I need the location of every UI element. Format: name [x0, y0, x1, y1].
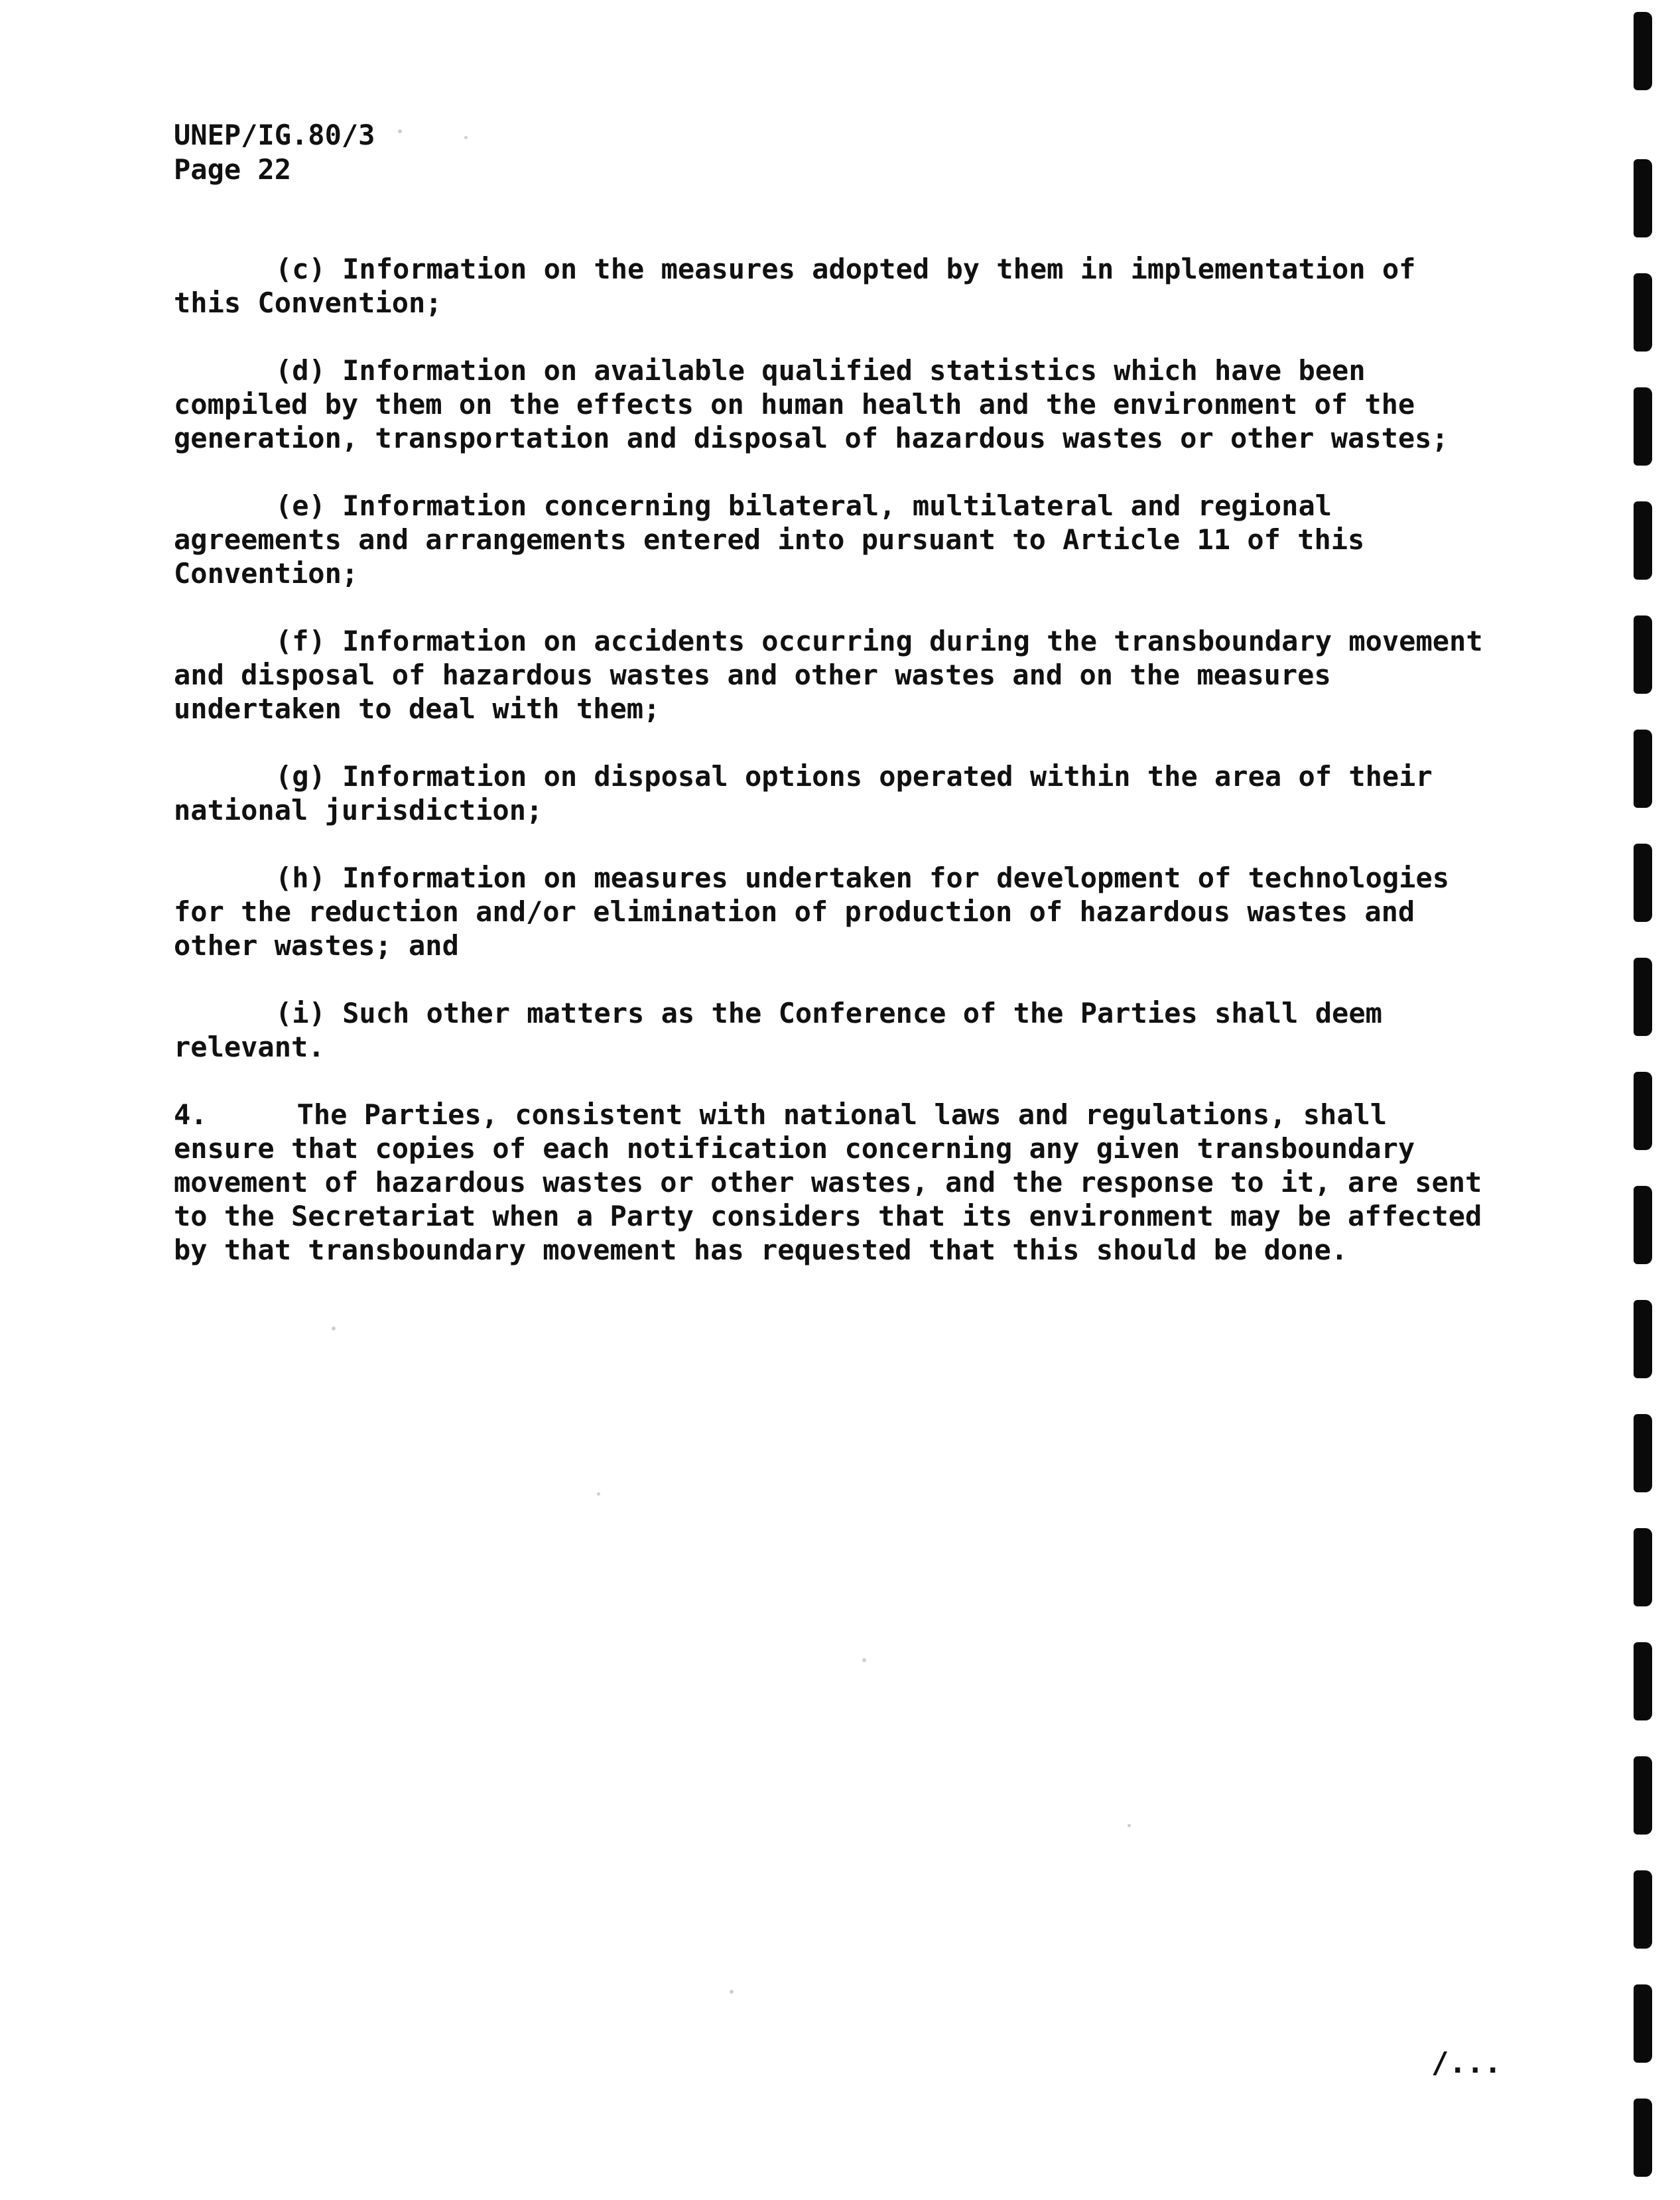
- binding-hole: [1634, 958, 1652, 1036]
- scan-speck: [597, 1492, 600, 1496]
- document-body: [174, 252, 1497, 1301]
- paragraph-h: (h) Information on measures undertaken for development of technologies for the reduction and/or elimination of production of hazardous wastes and other wastes; and: [174, 862, 1450, 962]
- binding-hole: [1634, 2099, 1652, 2177]
- binding-hole: [1634, 273, 1652, 352]
- binding-hole: [1634, 387, 1652, 466]
- binding-hole: [1634, 1984, 1652, 2063]
- binding-hole: [1634, 501, 1652, 580]
- binding-holes: [1628, 0, 1668, 2200]
- scan-speck: [332, 1326, 336, 1330]
- binding-hole: [1634, 1870, 1652, 1949]
- scan-speck: [464, 136, 468, 139]
- paragraph-f: (f) Information on accidents occurring during the transboundary movement and disposal of hazardous wastes and other wastes and on the measures undertaken to deal with them;: [174, 625, 1483, 725]
- clause-4-number: 4.: [174, 1098, 208, 1131]
- paragraph-i: (i) Such other matters as the Conference of the Parties shall deem relevant.: [174, 997, 1382, 1063]
- document-header: [174, 118, 375, 187]
- scan-speck: [730, 1990, 734, 1994]
- paragraph-g: (g) Information on disposal options operated within the area of their national jurisdiction;: [174, 760, 1433, 826]
- paragraph-d: (d) Information on available qualified statistics which have been compiled by them on the effects on human health and the environment of the generation, transportation and disposal of hazardous wastes or other wastes;: [174, 354, 1449, 454]
- binding-hole: [1634, 1528, 1652, 1606]
- binding-hole: [1634, 615, 1652, 694]
- document-symbol: UNEP/IG.80/3: [174, 119, 375, 151]
- binding-hole: [1634, 1642, 1652, 1720]
- binding-hole: [1634, 12, 1652, 90]
- scan-speck: [398, 129, 402, 133]
- binding-hole: [1634, 844, 1652, 922]
- binding-hole: [1634, 1300, 1652, 1378]
- clause-4-text: The Parties, consistent with national laws and regulations, shall ensure that copies of each notification concerning any given transboundary movement of hazardous wastes or other wastes, and the response to it, are sent to the Secretariat when a Party considers that its environment may be affected by that transboundary movement has requested that this should be done.: [174, 1098, 1482, 1266]
- binding-hole: [1634, 159, 1652, 237]
- scan-speck: [862, 1658, 866, 1662]
- binding-hole: [1634, 1186, 1652, 1264]
- page-number: Page 22: [174, 153, 292, 186]
- paragraph-c: (c) Information on the measures adopted by them in implementation of this Convention;: [174, 253, 1416, 319]
- binding-hole: [1634, 1072, 1652, 1150]
- binding-hole: [1634, 1414, 1652, 1492]
- binding-hole: [1634, 730, 1652, 808]
- clause-4: [174, 1098, 1497, 1267]
- paragraph-e: (e) Information concerning bilateral, multilateral and regional agreements and arrangements entered into pursuant to Article 11 of this Convention;: [174, 489, 1365, 590]
- scan-speck: [1128, 1824, 1131, 1827]
- continuation-mark: /...: [1431, 2046, 1502, 2080]
- binding-hole: [1634, 1756, 1652, 1835]
